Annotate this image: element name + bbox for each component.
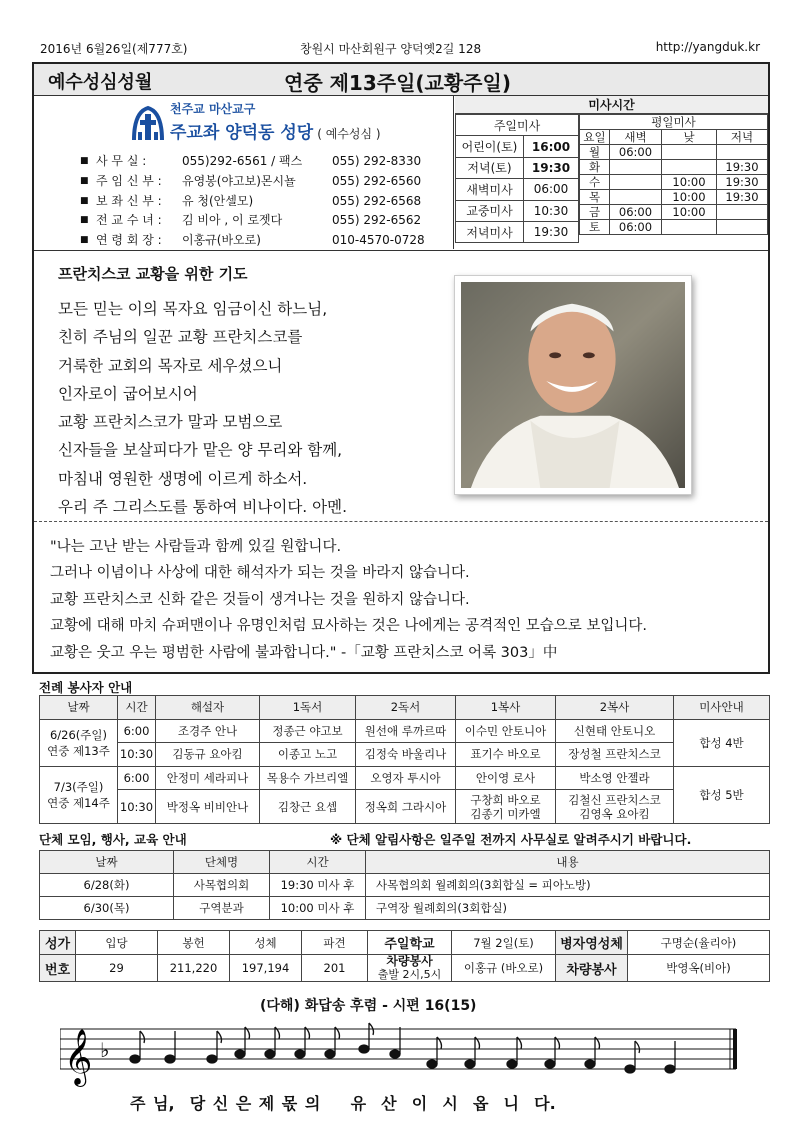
- weekday-row: 월 06:00: [580, 145, 768, 160]
- parish-info: [34, 96, 454, 249]
- weekday-mass-title: 평일미사: [580, 115, 768, 130]
- sunday-mass-row: 어린이(토) 16:00: [456, 136, 579, 157]
- prayer-text: 모든 믿는 이의 목자요 임금이신 하느님, 친히 주님의 일꾼 교황 프란치스코를 거룩한 교회의 목자로 세우셨으니 인자로이 굽어보시어 교황 프란치스코가 말과 모범으로 신자들을 보살피다가 맡은 양 무리와 함께, 마침내 영원한 생명에 이르게 하소서. 우리 주 그리스도를 통하여 비나이다. 아멘.: [58, 300, 348, 517]
- table-row: 6/28(화) 사목협의회 19:30 미사 후 사목협의회 월례회의(3회합실 = 피아노방): [40, 874, 770, 897]
- psalm-title: (다해) 화답송 후렴 - 시편 16(15): [260, 998, 477, 1014]
- table-row: 6/30(목) 구역분과 10:00 미사 후 구역장 월례회의(3회합실): [40, 897, 770, 920]
- bullet-icon: ■: [80, 156, 89, 166]
- staff-row: ■ 사 무 실 : 055)292-6561 / 팩스 055) 292-8330: [80, 152, 425, 172]
- bullet-icon: ■: [80, 215, 89, 226]
- weekday-row: 수 10:00 19:30: [580, 175, 768, 190]
- mass-caption: 미사시간: [455, 96, 768, 114]
- title-bar: [34, 64, 768, 96]
- chant-table: 성가 입당 봉헌 성체 파견 주일학교 7월 2일(토) 병자영성체 구명순(율리아) 번호 29 211,220 197,194 201 차량봉사 출발 2시,5시 이홍규 (바오로) 차량봉사 박영옥(비아): [39, 930, 770, 982]
- diocese-name: 천주교 마산교구: [170, 102, 256, 116]
- liturgy-table: 날짜 시간 해설자 1독서 2독서 1복사 2복사 미사안내 6/26(주일) 연중 제13주 6:00 조경주 안나 정종근 야고보 원선애 루까르따 이수민 안토니아 신현태 안토니오 합성 4반 10:30 김동규 요아킴 이종고 노고 김정숙 바울리나 표기수 바오로 장성철 프란치스코 7/3(주일) 연중 제14주 6:00 안정미 세라피나 목용수 가브리엘 오영자 투시아 안이영 로사 박소영 안젤라 합성 5반 10:30 박정옥 비비안나 김창근 요셉 정옥희 그라시아 구창희 바오로 김종기 미카엘 김철신 프란치스코 김영옥 요아킴: [39, 695, 770, 824]
- table-row: 6/26(주일) 연중 제13주 6:00 조경주 안나 정종근 야고보 원선애 루까르따 이수민 안토니아 신현태 안토니오 합성 4반: [40, 719, 770, 743]
- sunday-mass-row: 교중미사 10:30: [456, 200, 579, 221]
- bullet-icon: ■: [80, 195, 89, 206]
- weekday-row: 토 06:00: [580, 220, 768, 235]
- bullet-icon: ■: [80, 235, 89, 246]
- psalm-music: [60, 995, 750, 1115]
- sunday-mass-table: [455, 114, 579, 243]
- table-row: 7/3(주일) 연중 제14주 6:00 안정미 세라피나 목용수 가브리엘 오영자 투시아 안이영 로사 박소영 안젤라 합성 5반: [40, 766, 770, 790]
- church-logo-icon: [130, 104, 166, 144]
- groups-note: ※ 단체 알림사항은 일주일 전까지 사무실로 알려주시기 바랍니다.: [330, 832, 692, 847]
- pope-portrait-image: [461, 282, 685, 488]
- sunday-mass-row: 새벽미사 06:00: [456, 179, 579, 200]
- issue-date: 2016년 6월26일(제777호): [40, 42, 188, 56]
- sunday-title: 연중 제13주일(교황주일): [284, 71, 511, 95]
- sunday-mass-row: 저녁미사 19:30: [456, 221, 579, 242]
- patron-name: ( 예수성심 ): [317, 127, 381, 141]
- sunday-mass-title: 주일미사: [456, 115, 579, 136]
- liturgy-section-title: 전례 봉사자 안내: [39, 680, 133, 695]
- liturgical-month: 예수성심성월: [48, 72, 153, 93]
- weekday-row: 금 06:00 10:00: [580, 205, 768, 220]
- quote-text: "나는 고난 받는 사람들과 함께 있길 원합니다. 그러나 이념이나 사상에 대한 해석자가 되는 것을 바라지 않습니다. 교황 프란치스코 신화 같은 것들이 생겨나는 것을 원하지 않습니다. 교황에 대해 마치 슈퍼맨이나 유명인처럼 묘사하는 것은 나에게는 공격적인 모습으로 보입니다. 교황은 웃고 우는 평범한 사람에 불과합니다." -「교황 프란치스코 어록 303」中: [50, 539, 647, 661]
- staff-row: ■ 연 령 회 장 : 이홍규(바오로) 010-4570-0728: [80, 231, 425, 251]
- svg-text:𝄞: 𝄞: [64, 1029, 93, 1085]
- weekday-row: 화 19:30: [580, 160, 768, 175]
- table-row: 10:30 김동규 요아킴 이종고 노고 김정숙 바울리나 표기수 바오로 장성철 프란치스코: [40, 743, 770, 767]
- svg-text:♭: ♭: [100, 1038, 110, 1062]
- groups-section-title: 단체 모임, 행사, 교육 안내: [39, 832, 187, 847]
- staff-row: ■ 주 임 신 부 : 유영봉(야고보)몬시뇰 055) 292-6560: [80, 172, 425, 192]
- church-address: 창원시 마산회원구 양덕옛2길 128: [300, 42, 482, 56]
- pope-photo: [454, 275, 692, 495]
- prayer-title: 프란치스코 교황을 위한 기도: [58, 265, 248, 283]
- bullet-icon: ■: [80, 175, 89, 186]
- pope-quote: [34, 524, 768, 672]
- parish-name: [170, 100, 381, 143]
- table-row: 10:30 박정옥 비비안나 김창근 요셉 정옥희 그라시아 구창희 바오로 김종기 미카엘 김철신 프란치스코 김영옥 요아킴: [40, 790, 770, 824]
- website-link[interactable]: http://yangduk.kr: [655, 40, 760, 54]
- groups-table: 날짜 단체명 시간 내용 6/28(화) 사목협의회 19:30 미사 후 사목협의회 월례회의(3회합실 = 피아노방) 6/30(목) 구역분과 10:00 미사 후 구역장 월례회의(3회합실): [39, 850, 770, 920]
- cathedral-name: 주교좌 양덕동 성당: [170, 123, 314, 143]
- main-frame: [32, 62, 770, 674]
- psalm-lyrics: 주 님, 당 신 은 제 몫 의 유 산 이 시 옵 니 다.: [130, 1094, 556, 1113]
- weekday-mass-table: 평일미사 요일 새벽 낮 저녁 월 06:00 화 19:30 수 10:00 19:30 목 10:00 19:30 금 06:00 10:00 토 06:00: [579, 114, 768, 235]
- prayer-section: [34, 250, 768, 522]
- staff-row: ■ 전 교 수 녀 : 김 비아 , 이 로젯다 055) 292-6562: [80, 211, 425, 231]
- staff-row: ■ 보 좌 신 부 : 유 청(안셀모) 055) 292-6568: [80, 192, 425, 212]
- staff-list: [80, 152, 425, 251]
- mass-schedule: [455, 96, 768, 249]
- bulletin-header: [32, 40, 768, 58]
- sunday-mass-row: 저녁(토) 19:30: [456, 157, 579, 178]
- music-staff-icon: [60, 1013, 750, 1089]
- weekday-row: 목 10:00 19:30: [580, 190, 768, 205]
